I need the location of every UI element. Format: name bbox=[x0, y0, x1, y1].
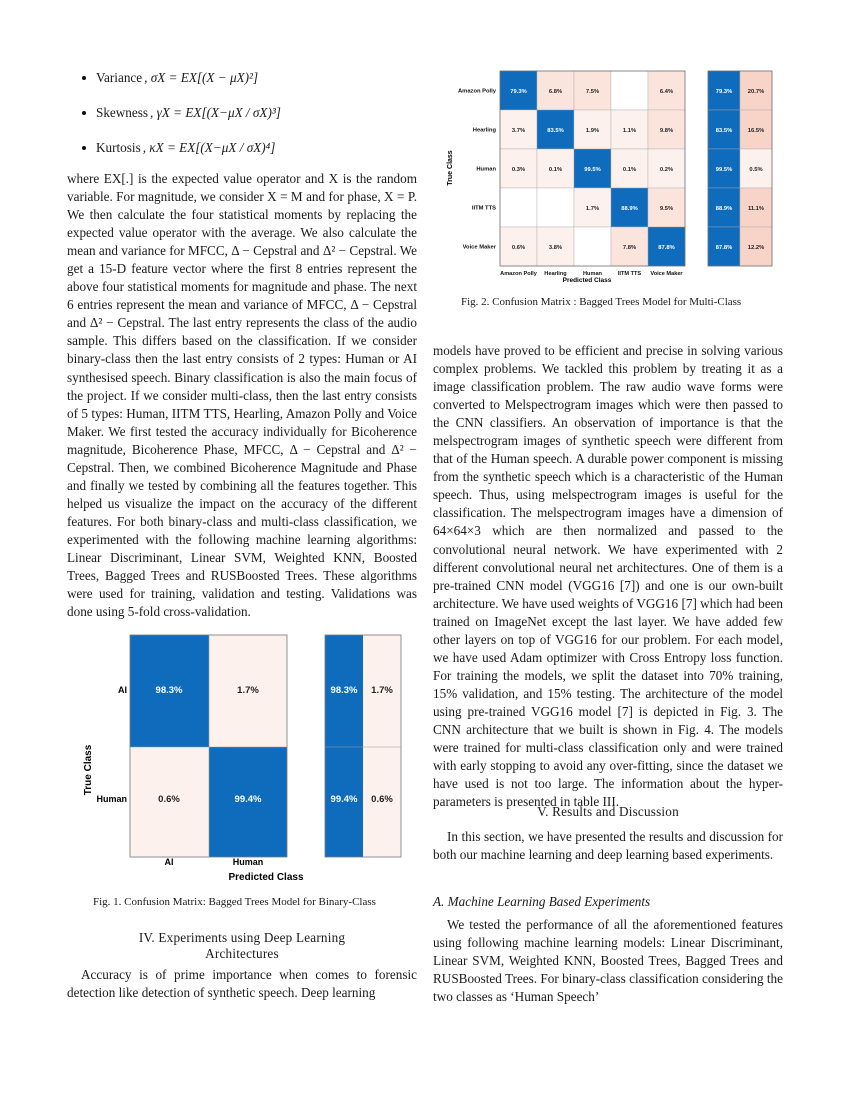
fig2-cell bbox=[537, 188, 574, 227]
fig1-ylabel: True Class bbox=[83, 744, 94, 796]
bullet-formula: , σX = EX[(X − μX)²] bbox=[144, 70, 259, 85]
fig2-cell bbox=[500, 188, 537, 227]
fig1-side-label: 1.7% bbox=[371, 685, 393, 696]
fig2-cell-label: 3.7% bbox=[511, 128, 526, 134]
fig2-side-label: 16.5% bbox=[747, 128, 765, 134]
fig2-cell-label: 3.8% bbox=[548, 245, 563, 251]
fig2-side-label: 0.5% bbox=[749, 167, 763, 173]
bullet-dot-icon bbox=[82, 76, 86, 80]
subsection-a-heading: A. Machine Learning Based Experiments bbox=[433, 894, 651, 909]
section-5-heading: V. Results and Discussion bbox=[537, 804, 679, 819]
fig2-row-label: Voice Maker bbox=[462, 244, 496, 251]
section-4-title-line2: Architectures bbox=[205, 946, 279, 961]
fig1-cell-label: 99.4% bbox=[234, 794, 262, 805]
fig2-cell-label: 88.9% bbox=[621, 206, 638, 212]
ml-experiments-text bbox=[433, 916, 783, 1006]
fig2-main-grid bbox=[458, 71, 685, 277]
fig2-row-label: Hearling bbox=[472, 127, 496, 134]
fig2-cell-label: 83.5% bbox=[547, 128, 564, 134]
bullet-skewness bbox=[82, 103, 412, 123]
fig2-side-label: 83.5% bbox=[715, 128, 733, 134]
fig2-cell-label: 9.8% bbox=[659, 128, 674, 134]
bullet-label: Kurtosis bbox=[96, 140, 141, 155]
left-bottom-text bbox=[67, 966, 417, 1002]
fig2-cell-label: 79.3% bbox=[510, 89, 527, 95]
fig1-col-label: Human bbox=[232, 857, 264, 867]
fig2-cell-label: 9.5% bbox=[659, 206, 674, 212]
bullet-label: Skewness bbox=[96, 105, 149, 120]
fig2-cell bbox=[611, 71, 648, 110]
fig2-cell-label: 87.8% bbox=[658, 245, 675, 251]
fig1-caption: Fig. 1. Confusion Matrix: Bagged Trees Model for Binary-Class bbox=[93, 896, 376, 908]
fig1-confusion-matrix bbox=[75, 630, 415, 885]
bullet-kurtosis bbox=[82, 138, 412, 158]
fig2-side-label: 87.8% bbox=[715, 245, 733, 251]
fig1-cell-label: 98.3% bbox=[155, 685, 183, 696]
bullet-variance bbox=[82, 68, 412, 88]
fig2-col-label: Hearling bbox=[544, 271, 567, 277]
fig2-xlabel: Predicted Class bbox=[562, 277, 612, 284]
fig1-xlabel: Predicted Class bbox=[228, 872, 304, 883]
fig2-side-label: 20.7% bbox=[747, 89, 765, 95]
fig2-cell-label: 7.8% bbox=[622, 245, 637, 251]
fig1-cell-label: 0.6% bbox=[158, 794, 180, 805]
fig2-side-label: 79.3% bbox=[715, 89, 733, 95]
fig2-row-label: Human bbox=[476, 166, 496, 173]
fig2-cell-label: 1.7% bbox=[585, 206, 600, 212]
section-4-heading bbox=[67, 930, 417, 962]
fig1-col-label: AI bbox=[164, 857, 174, 867]
fig2-side-grid bbox=[708, 71, 772, 266]
fig2-col-label: Voice Maker bbox=[650, 271, 683, 277]
fig1-row-label: Human bbox=[96, 794, 127, 804]
fig2-confusion-matrix bbox=[440, 68, 785, 288]
fig2-ylabel: True Class bbox=[447, 150, 454, 186]
fig2-col-label: IITM TTS bbox=[617, 271, 642, 277]
dl-paragraph: models have proved to be efficient and precise in solving various complex problems. We tackled this problem by treating it as a image classification problem. The raw audio wave forms were converted to Melspectrogram images which were then passed to the CNN classifiers. An observation of importance is that the melspectrogram images of synthetic speech were different from that of the Human speech. A durable power component is missing from the synthetic speech which is a characteristic of the Human speech. Thus, using melspectrogram images is useful for the classification. The melspectrogram images have a dimension of 64×64×3 which are then normalized and passed to the convolutional neural network. We have experimented with 2 different convolutional neural net architectures. One of them is a pre-trained CNN model (VGG16 [7]) and one is our own-built architecture. We have used weights of VGG16 [7] which had been trained on ImageNet except the last layer. We have added few other layers on top of VGG16 for our problem. For each model, we have used Adam optimizer with Cross Entropy loss function. For training the models, we split the dataset into 70% training, 15% validation, and 15% testing. The architecture of the model using pre-trained VGG16 model [7] is depicted in Fig. 3. The CNN architecture that we built is shown in Fig. 4. The models were trained for multi-class classification only and were trained with early stopping to avoid any over-fitting, since the dataset we have used is not too large. The information about the hyper-parameters is presented in table III. bbox=[433, 343, 783, 810]
fig1-side-label: 98.3% bbox=[330, 685, 358, 696]
fig2-cell-label: 6.4% bbox=[659, 89, 674, 95]
fig1-side-label: 99.4% bbox=[330, 794, 358, 805]
fig2-cell-label: 0.2% bbox=[659, 167, 674, 173]
fig2-row-label: Amazon Polly bbox=[457, 88, 496, 95]
fig2-cell-label: 0.1% bbox=[622, 167, 637, 173]
moments-list bbox=[82, 68, 412, 173]
fig2-cell bbox=[574, 227, 611, 266]
bullet-formula: , κX = EX[(X−μX / σX)⁴] bbox=[142, 140, 276, 155]
fig2-cell-label: 0.1% bbox=[548, 167, 563, 173]
fig1-cell-label: 1.7% bbox=[237, 685, 259, 696]
left-column-text bbox=[67, 170, 417, 621]
fig2-cell-label: 6.8% bbox=[548, 89, 563, 95]
section-4-title-line1: IV. Experiments using Deep Learning bbox=[138, 930, 346, 945]
fig2-cell-label: 1.1% bbox=[622, 128, 637, 134]
fig2-cell-label: 7.5% bbox=[585, 89, 600, 95]
fig2-side-label: 11.1% bbox=[747, 206, 765, 212]
fig2-cell-label: 0.6% bbox=[511, 245, 526, 251]
ml-experiments-paragraph: We tested the performance of all the aforementioned features using following machine learning models: Linear Discriminant, Linear SVM, Weighted KNN, Boosted Trees, Bagged Trees and RUSBoosted Trees. For binary-class classification considering the two classes as ‘Human Speech’ bbox=[433, 917, 783, 1005]
fig2-caption: Fig. 2. Confusion Matrix : Bagged Trees Model for Multi-Class bbox=[461, 296, 742, 308]
results-intro-text bbox=[433, 828, 783, 864]
bullet-dot-icon bbox=[82, 111, 86, 115]
fig2-side-label: 12.2% bbox=[747, 245, 765, 251]
bullet-dot-icon bbox=[82, 146, 86, 150]
fig2-row-label: IITM TTS bbox=[471, 205, 496, 212]
fig1-side-label: 0.6% bbox=[371, 794, 393, 805]
right-column-text bbox=[433, 342, 783, 811]
fig1-row-label: AI bbox=[118, 685, 127, 695]
feature-paragraph: where EX[.] is the expected value operator and X is the random variable. For magnitude, we consider X = M and for phase, X = P. We then calculate the four statistical moments by replacing the expected value operator with the average. We also calculate the mean and variance for MFCC, Δ − Cepstral and Δ² − Cepstral. We get a 15-D feature vector where the first 8 entries represent the above four statistical moments for magnitude and phase. The next 6 entries represent the mean and variance of MFCC, Δ − Cepstral and Δ² − Cepstral. The last entry represents the class of the audio sample. This differs based on the classification. If we consider binary-class then the last entry consists of 2 types: Human or AI synthesised speech. Binary classification is also the main focus of the project. If we consider multi-class, then the last entry consists of 5 types: Human, IITM TTS, Hearling, Amazon Polly and Voice Maker. We first tested the accuracy individually for Bicoherence magnitude, Bicoherence Phase, MFCC, Δ − Cepstral and Δ² − Cepstral. Then, we combined Bicoherence Magnitude and Phase and finally we tested by combining all the features together. This helped us visualize the impact on the accuracy of the different features. For both binary-class and multi-class classification, we experimented with the following machine learning algorithms: Linear Discriminant, Linear SVM, Weighted KNN, Boosted Trees, Bagged Trees and RUSBoosted Trees. These algorithms were used for training, validation and testing. Validations was done using 5-fold cross-validation. bbox=[67, 171, 417, 620]
fig2-col-label: Human bbox=[583, 271, 602, 277]
bullet-formula: , γX = EX[(X−μX / σX)³] bbox=[150, 105, 281, 120]
results-intro-paragraph: In this section, we have presented the results and discussion for both our machine learning and deep learning based experiments. bbox=[433, 829, 783, 863]
fig2-cell-label: 0.3% bbox=[511, 167, 526, 173]
fig2-cell-label: 1.9% bbox=[585, 128, 600, 134]
dl-intro-paragraph: Accuracy is of prime importance when comes to forensic detection like detection of synthetic speech. Deep learning bbox=[67, 967, 417, 1001]
fig2-cell-label: 99.5% bbox=[584, 167, 601, 173]
fig2-side-label: 88.9% bbox=[715, 206, 733, 212]
fig2-col-label: Amazon Polly bbox=[500, 271, 537, 277]
fig2-side-label: 99.5% bbox=[715, 167, 733, 173]
bullet-label: Variance bbox=[96, 70, 143, 85]
